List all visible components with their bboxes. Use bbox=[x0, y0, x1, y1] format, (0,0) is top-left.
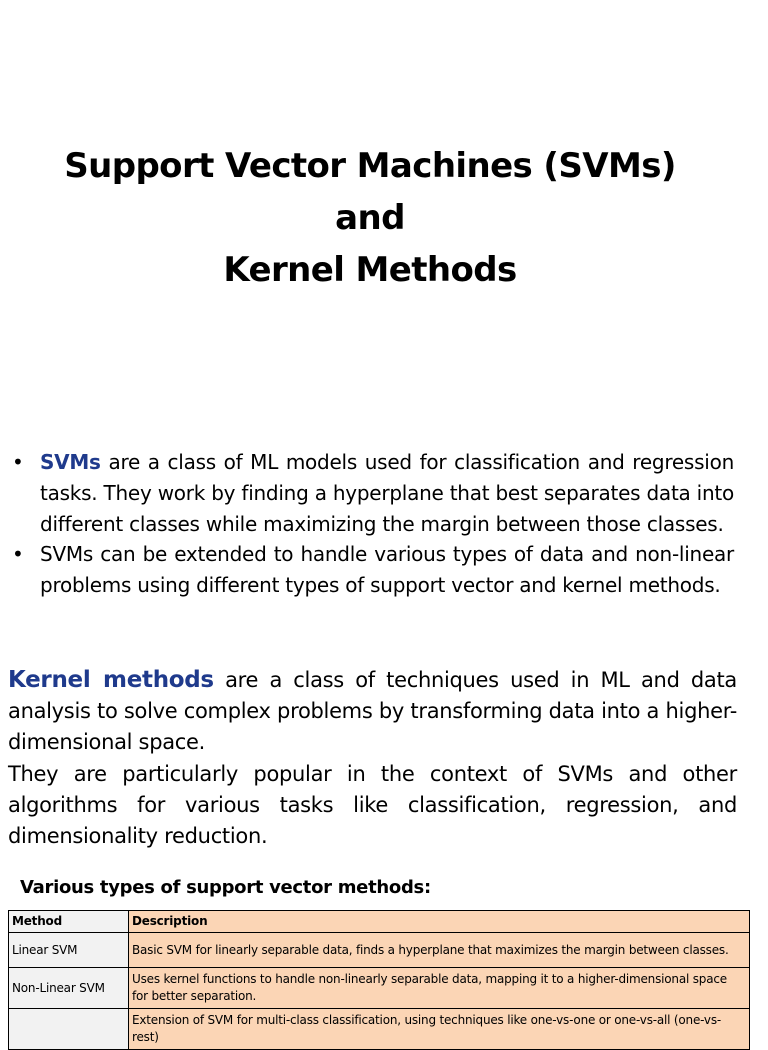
svm-context-paragraph bbox=[8, 759, 737, 851]
table-row bbox=[9, 933, 750, 968]
bullet-text: SVMs can be extended to handle various types of data and non-linear problems using different types of support vector and kernel methods. bbox=[40, 542, 734, 598]
method-cell bbox=[9, 1009, 129, 1050]
method-cell: Non-Linear SVM bbox=[9, 968, 129, 1009]
bullet-marker: • bbox=[12, 450, 24, 474]
method-cell: Linear SVM bbox=[9, 933, 129, 968]
kernel-methods-keyword: Kernel methods bbox=[8, 667, 214, 693]
table-header-row bbox=[9, 911, 750, 933]
table-heading: Various types of support vector methods: bbox=[20, 877, 431, 898]
bullet-item-extension bbox=[8, 539, 734, 601]
header-description: Description bbox=[129, 911, 750, 933]
description-cell: Extension of SVM for multi-class classification, using techniques like one-vs-one or one-vs-all (one-vs-rest) bbox=[129, 1009, 750, 1050]
support-vector-methods-table bbox=[8, 910, 750, 1050]
kernel-methods-text: are a class of techniques used in ML and data analysis to solve complex problems by transforming data into a higher-dimensional space. bbox=[8, 668, 737, 754]
bullet-list bbox=[8, 447, 734, 601]
description-cell: Uses kernel functions to handle non-linearly separable data, mapping it to a higher-dimensional space for better separation. bbox=[129, 968, 750, 1009]
description-cell: Basic SVM for linearly separable data, finds a hyperplane that maximizes the margin between classes. bbox=[129, 933, 750, 968]
svm-context-text: They are particularly popular in the context of SVMs and other algorithms for various tasks like classification, regression, and dimensionality reduction. bbox=[8, 762, 737, 848]
document-title bbox=[0, 140, 740, 296]
title-line-3: Kernel Methods bbox=[223, 250, 517, 290]
title-line-1: Support Vector Machines (SVMs) bbox=[64, 146, 676, 186]
table-row bbox=[9, 968, 750, 1009]
kernel-methods-paragraph bbox=[8, 665, 737, 757]
bullet-marker: • bbox=[12, 542, 24, 567]
bullet-text: are a class of ML models used for classification and regression tasks. They work by finding a hyperplane that best separates data into different classes while maximizing the margin between those classes. bbox=[40, 450, 734, 536]
svms-keyword: SVMs bbox=[40, 450, 101, 474]
table-row bbox=[9, 1009, 750, 1050]
bullet-item-svms bbox=[8, 447, 734, 539]
header-method: Method bbox=[9, 911, 129, 933]
title-line-2: and bbox=[335, 198, 405, 238]
